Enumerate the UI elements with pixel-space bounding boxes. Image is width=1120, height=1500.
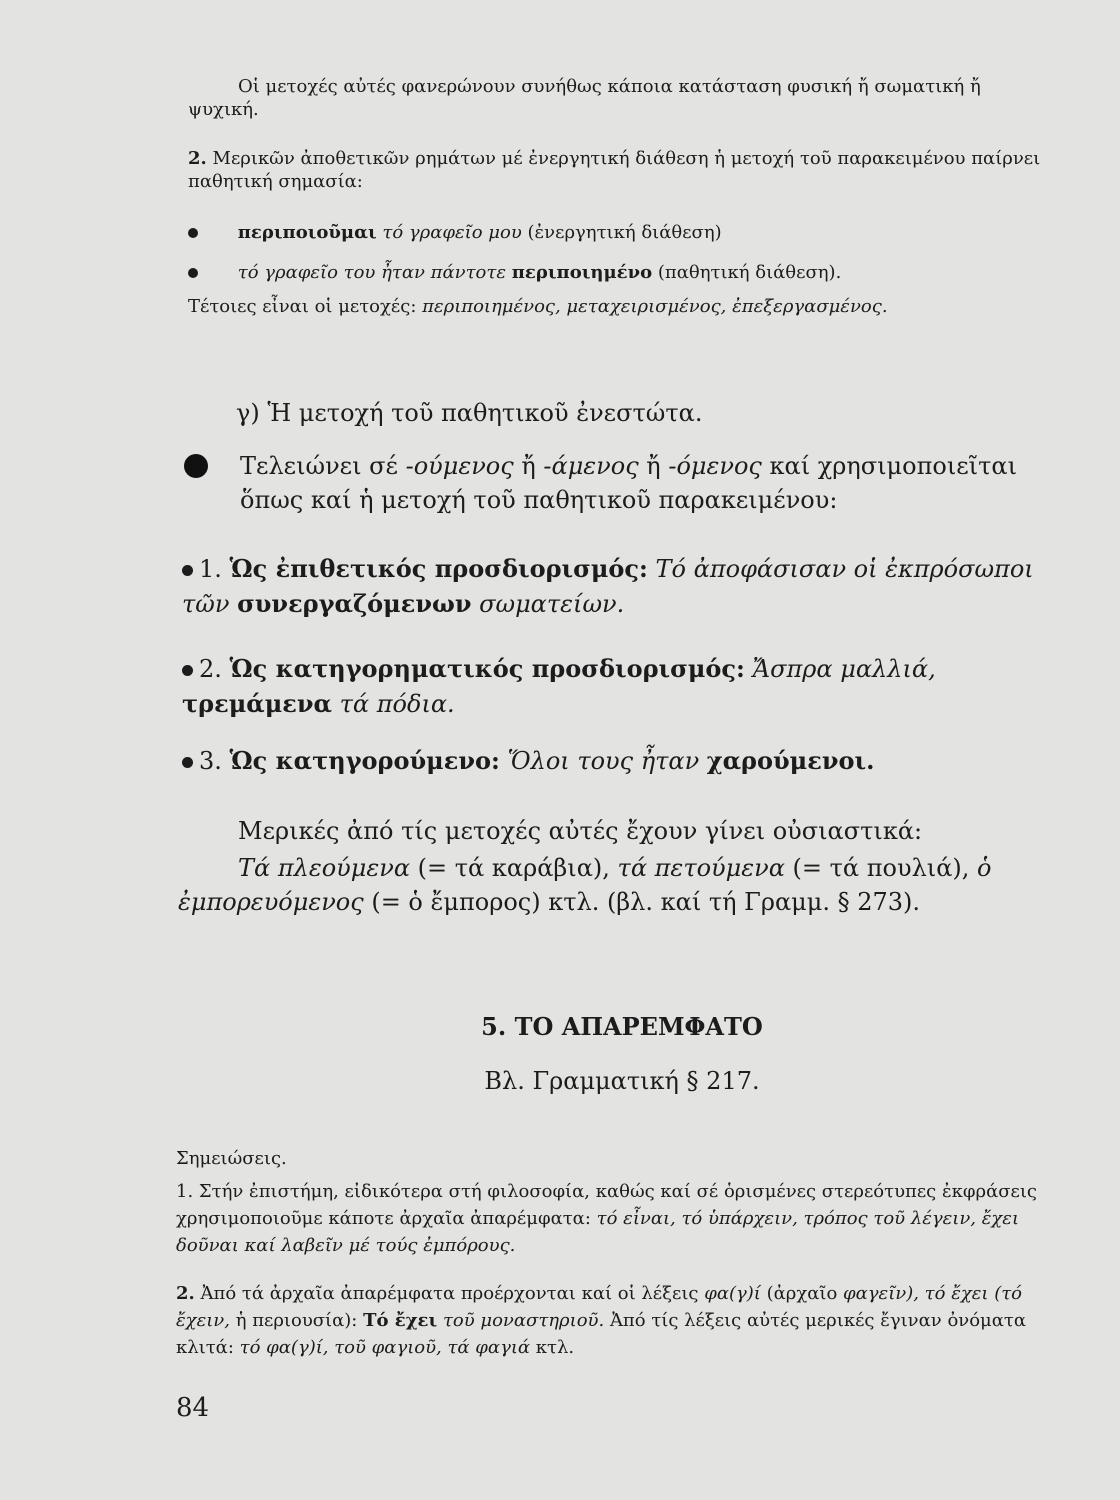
ending-amenos: -άμενος [543, 452, 639, 480]
ending-oumenos: -ούμενος [405, 452, 514, 480]
item-3-bold-2: χαρούμενοι. [706, 746, 875, 775]
item-1-italic: Τό ἀποφάσισαν οἱ ἐκπρόσωποι τῶν [182, 555, 1034, 618]
paragraph-6-italic-1: Τά πλεούμενα [238, 854, 411, 882]
paragraph-4-part-b: ἤ [521, 452, 536, 480]
item-2-italic: Ἄσπρα μαλλιά, [752, 655, 936, 683]
paragraph-6-italic-2: τά πετούμενα [617, 854, 785, 882]
paragraph-4-part-d: καί χρησιμοποιεῖται ὅπως καί ἡ μετοχή τοῦ παθητικοῦ παρακειμένου: [240, 452, 1017, 514]
paragraph-3 [188, 296, 1056, 319]
note-2-italic-3: τοῦ μοναστηριοῦ. [442, 1310, 605, 1331]
bullet-icon [188, 228, 198, 238]
bullet-item-2 [188, 262, 1056, 285]
item-2-italic-2: τά πόδια. [339, 689, 455, 718]
bullet-item-1 [188, 222, 1056, 245]
item-2-bold-2: τρεμάμενα [182, 688, 333, 718]
note-1 [176, 1178, 1046, 1259]
note-2-text-e: κτλ. [535, 1337, 575, 1358]
item-1-bold-2: συνεργαζόμενων [237, 588, 472, 618]
note-2-text-b: (ἀρχαῖο [766, 1283, 838, 1304]
paragraph-2-text: Μερικῶν ἀποθετικῶν ρημάτων μέ ἐνεργητική διάθεση ἡ μετοχή τοῦ παρακειμένου παίρνει παθητική σημασία: [188, 148, 1041, 192]
paragraph-1 [188, 76, 1056, 121]
paragraph-5: Μερικές ἀπό τίς μετοχές αὐτές ἔχουν γίνει οὐσιαστικά: [238, 817, 923, 845]
bullet-icon [182, 565, 193, 576]
bullet-2-italic: τό γραφεῖο του ἦταν πάντοτε [237, 262, 506, 283]
note-2-text-d: Ἀπό τίς λέξεις αὐτές μερικές ἔγιναν ὀνόματα κλιτά: [176, 1310, 1027, 1358]
item-2-number: 2. [199, 655, 222, 683]
paragraph-1-text: Οἱ μετοχές αὐτές φανερώνουν συνήθως κάποια κατάσταση φυσική ἤ σωματική ἤ ψυχική. [188, 76, 981, 120]
bullet-1-rest: (ἐνεργητική διάθεση) [527, 222, 722, 243]
paragraph-6-text-3: (= ὁ ἔμπορος) κτλ. (βλ. καί τή Γραμμ. § 273). [371, 887, 921, 916]
bullet-icon [188, 268, 198, 278]
bullet-icon [182, 665, 193, 676]
item-1-number: 1. [199, 555, 222, 583]
note-2-italic-2: φαγεῖν), τό ἔχει (τό ἔχειν, [176, 1283, 1023, 1331]
item-2-bold: Ὡς κατηγορηματικός προσδιορισμός: [229, 654, 745, 683]
bullet-2-bold: περιποιημένο [511, 262, 653, 283]
section-reference: Βλ. Γραμματική § 217. [484, 1067, 760, 1095]
note-2-bold: Τό ἔχει [363, 1310, 438, 1331]
item-1-italic-2: σωματείων. [479, 589, 625, 618]
paragraph-4-part-c: ἤ [646, 452, 661, 480]
paragraph-2-number: 2. [188, 148, 207, 169]
note-1-number: 1. [176, 1181, 194, 1202]
paragraph-4 [184, 450, 1052, 517]
note-2-text-c: ἡ περιουσία): [235, 1310, 358, 1331]
note-2-italic-4: τό φα(γ)ί, τοῦ φαγιοῦ, τά φαγιά [239, 1337, 531, 1358]
numbered-item-3 [182, 744, 1050, 779]
note-2 [176, 1280, 1046, 1361]
large-bullet-icon [184, 454, 208, 478]
numbered-item-1 [182, 552, 1050, 621]
ending-omenos: -όμενος [668, 452, 762, 480]
paragraph-3-italic: περιποιημένος, μεταχειρισμένος, ἐπεξεργασμένος. [422, 296, 888, 317]
paragraph-6-text-1: (= τά καράβια), [417, 854, 610, 882]
paragraph-2 [188, 148, 1056, 193]
bullet-1-italic: τό γραφεῖο μου [382, 222, 522, 243]
paragraph-3-text: Τέτοιες εἶναι οἱ μετοχές: [188, 296, 417, 317]
bullet-2-rest: (παθητική διάθεση). [657, 262, 842, 283]
paragraph-6 [178, 852, 1048, 919]
paragraph-4-part-a: Τελειώνει σέ [240, 452, 398, 480]
section-title: 5. ΤΟ ΑΠΑΡΕΜΦΑΤΟ [481, 1012, 763, 1041]
bullet-1-bold: περιποιοῦμαι [237, 222, 377, 243]
item-3-number: 3. [199, 747, 222, 775]
subheading-gamma: γ) Ἡ μετοχή τοῦ παθητικοῦ ἐνεστώτα. [236, 399, 703, 427]
paragraph-6-italic-3: ὁ ἐμπορευόμενος [178, 854, 992, 916]
bullet-icon [182, 757, 193, 768]
item-3-italic: Ὅλοι τους ἦταν [507, 747, 700, 775]
page-number: 84 [176, 1393, 210, 1423]
note-2-number: 2. [176, 1283, 195, 1304]
note-2-italic-1: φα(γ)ί [704, 1283, 761, 1304]
paragraph-6-text-2: (= τά πουλιά), [792, 854, 970, 882]
notes-label: Σημειώσεις. [176, 1148, 287, 1169]
note-1-text: Στήν ἐπιστήμη, εἰδικότερα στή φιλοσοφία, καθώς καί σέ ὁρισμένες στερεότυπες ἐκφράσεις χρησιμοποιοῦμε κάποτε ἀρχαῖα ἀπαρέμφατα: [176, 1181, 1037, 1229]
numbered-item-2 [182, 652, 1050, 721]
item-1-bold: Ὡς ἐπιθετικός προσδιορισμός: [229, 554, 648, 583]
item-3-bold: Ὡς κατηγορούμενο: [229, 746, 500, 775]
note-2-text-a: Ἀπό τά ἀρχαῖα ἀπαρέμφατα προέρχονται καί οἱ λέξεις [200, 1283, 699, 1304]
note-1-italic: τό εἶναι, τό ὑπάρχειν, τρόπος τοῦ λέγειν, ἔχει δοῦναι καί λαβεῖν μέ τούς ἐμπόρους. [176, 1208, 1020, 1256]
